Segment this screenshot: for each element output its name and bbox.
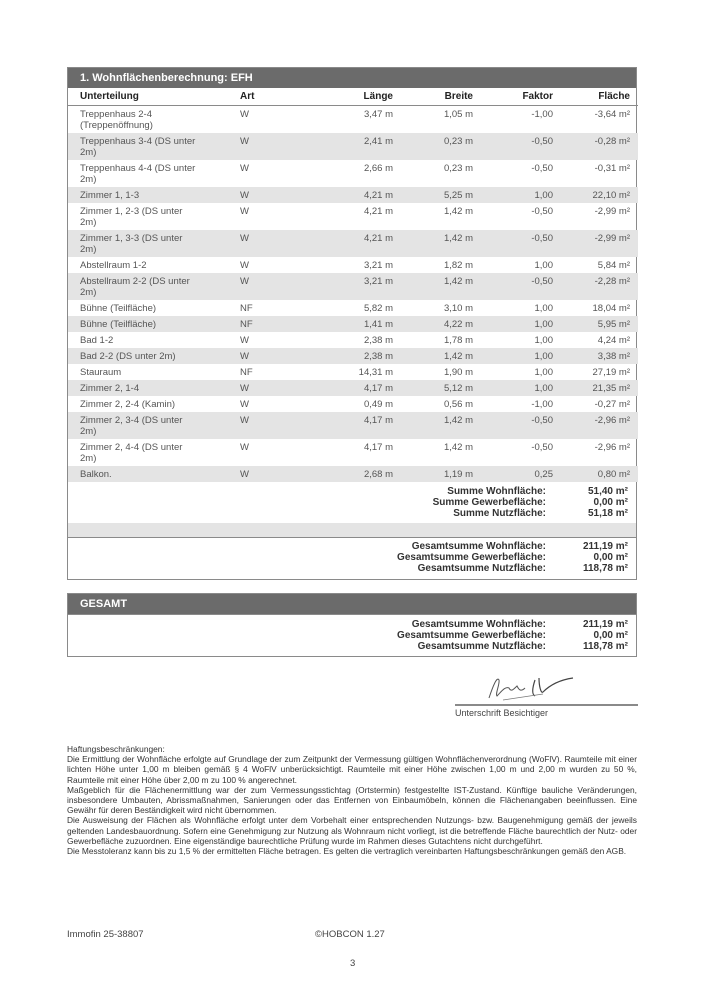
table-row [68,396,638,412]
gesamt-title: GESAMT [68,594,636,614]
cell-flaeche: -2,99 m² [594,206,630,217]
cell-name: Treppenhaus 4-4 (DS unter 2m) [80,163,196,185]
cell-name: Abstellraum 2-2 (DS unter 2m) [68,273,236,300]
total-value: 211,19 m² [582,619,628,630]
area-table [68,88,638,482]
total-label: Gesamtsumme Gewerbefläche: [397,552,546,563]
cell-breite: 1,90 m [443,367,473,378]
cell-faktor: 1,00 [534,303,553,314]
cell-laenge: 1,41 m [316,316,401,332]
cell-breite: 4,22 m [401,316,481,332]
total-label: Gesamtsumme Wohnfläche: [411,541,546,552]
cell-faktor: -0,50 [481,230,561,257]
table-body [68,106,638,483]
total-row [68,541,628,552]
disclaimer-paragraph: Die Ermittlung der Wohnfläche erfolgte auf Grundlage der zum Zeitpunkt der Vermessung gültigen Wohnflächenverordnung (WoFlV). Raumteile mit einer lichten Höhe unter 1,00 m bleiben gemäß § 4 WoFlV unberücksichtigt. Raumteile mit einer Höhe zwischen 1,00 m und 2,00 m wurden zu 50 %, Raumteile mit einer Höhe über 2,00 m zu 100 % angerechnet. [67,754,637,785]
table-row [68,300,638,316]
cell-flaeche: 3,38 m² [561,348,638,364]
section-sums [68,482,636,523]
cell-name: Bad 1-2 [80,335,114,346]
cell-name: Bühne (Teilfläche) [68,316,236,332]
cell-name: Zimmer 2, 1-4 [68,380,236,396]
disclaimer-title: Haftungsbeschränkungen: [67,744,165,754]
col-header-flaeche: Fläche [561,88,638,106]
sum-value: 0,00 m² [593,497,628,508]
table-row [68,332,638,348]
total-label: Gesamtsumme Wohnfläche: [411,619,546,630]
table-row [68,380,638,396]
gesamt-totals [68,614,636,656]
cell-faktor: 0,25 [481,466,561,482]
total-label: Gesamtsumme Gewerbefläche: [397,630,546,641]
cell-name: Zimmer 2, 2-4 (Kamin) [80,399,176,410]
total-row [68,641,628,652]
page-number: 3 [350,958,356,969]
cell-art: W [236,273,316,300]
cell-breite: 1,42 m [443,206,473,217]
cell-art: W [240,335,249,346]
cell-name: Zimmer 1, 3-3 (DS unter 2m) [68,230,236,257]
cell-art: NF [236,316,316,332]
col-header-art: Art [236,88,316,106]
total-value: 118,78 m² [582,641,628,652]
cell-breite: 1,19 m [401,466,481,482]
cell-laenge: 5,82 m [363,303,393,314]
cell-art: W [240,109,249,120]
section-title: 1. Wohnflächenberechnung: EFH [68,68,636,88]
cell-breite: 0,23 m [401,133,481,160]
cell-breite: 1,42 m [401,348,481,364]
table-row [68,439,638,466]
cell-faktor: 1,00 [481,380,561,396]
total-row [68,619,628,630]
table-row [68,257,638,273]
sum-value: 51,18 m² [587,508,628,519]
cell-breite: 0,56 m [443,399,473,410]
cell-laenge: 4,21 m [316,187,401,203]
table-row [68,348,638,364]
cell-laenge: 4,21 m [316,230,401,257]
cell-laenge: 0,49 m [363,399,393,410]
cell-flaeche: -2,28 m² [561,273,638,300]
cell-laenge: 4,17 m [363,442,393,453]
table-row [68,133,638,160]
cell-faktor: 1,00 [534,260,553,271]
cell-name: Zimmer 2, 4-4 (DS unter 2m) [80,442,183,464]
cell-faktor: 1,00 [481,348,561,364]
cell-name: Zimmer 1, 2-3 (DS unter 2m) [80,206,183,228]
cell-breite: 3,10 m [443,303,473,314]
sum-label: Summe Wohnfläche: [447,486,546,497]
cell-faktor: 1,00 [534,335,553,346]
cell-flaeche: 27,19 m² [592,367,630,378]
cell-art: NF [240,303,253,314]
cell-laenge: 3,21 m [363,260,393,271]
cell-flaeche: -0,28 m² [561,133,638,160]
signature-block [455,672,638,718]
total-row [68,563,628,574]
table-row [68,160,638,187]
table-row [68,273,638,300]
table-header-row [68,88,638,106]
cell-name: Zimmer 2, 3-4 (DS unter 2m) [68,412,236,439]
total-value: 211,19 m² [582,541,628,552]
cell-faktor: -0,50 [481,133,561,160]
cell-laenge: 4,21 m [363,206,393,217]
cell-flaeche: 21,35 m² [561,380,638,396]
sum-row [68,497,628,508]
liability-disclaimer [67,744,637,856]
cell-laenge: 4,17 m [316,380,401,396]
cell-flaeche: 22,10 m² [561,187,638,203]
signature-icon [483,672,593,702]
cell-art: W [236,380,316,396]
cell-breite: 5,25 m [401,187,481,203]
cell-art: W [240,260,249,271]
cell-flaeche: -2,96 m² [561,412,638,439]
cell-flaeche: 0,80 m² [561,466,638,482]
cell-breite: 1,82 m [443,260,473,271]
cell-faktor: 1,00 [481,316,561,332]
cell-name: Treppenhaus 2-4 (Treppenöffnung) [80,109,153,131]
cell-faktor: -0,50 [481,412,561,439]
cell-flaeche: -2,96 m² [594,442,630,453]
col-header-laenge: Länge [316,88,401,106]
total-label: Gesamtsumme Nutzfläche: [417,563,546,574]
total-row [68,552,628,563]
table-row [68,364,638,380]
section-totals [68,538,636,579]
cell-art: W [240,399,249,410]
cell-laenge: 2,66 m [363,163,393,174]
cell-name: Bühne (Teilfläche) [80,303,157,314]
total-label: Gesamtsumme Nutzfläche: [417,641,546,652]
disclaimer-paragraph: Maßgeblich für die Flächenermittlung war der zum Vermessungsstichtag (Ortstermin) festgestellte IST-Zustand. Künftige bauliche Veränderungen, insbesondere Umbauten, Abrissmaßnahmen, Sanierungen oder das Entfernen von Einbaumöbeln, können die Flächenangaben beeinflussen. Eine Gewähr für deren Beständigkeit wird nicht übernommen. [67,784,637,816]
cell-faktor: -0,50 [531,442,553,453]
cell-breite: 1,42 m [401,230,481,257]
cell-flaeche: 18,04 m² [592,303,630,314]
cell-faktor: 1,00 [481,187,561,203]
sum-value: 51,40 m² [587,486,628,497]
table-row [68,316,638,332]
table-row [68,203,638,230]
cell-art: NF [240,367,253,378]
cell-art: W [236,230,316,257]
cell-name: Bad 2-2 (DS unter 2m) [68,348,236,364]
cell-name: Treppenhaus 3-4 (DS unter 2m) [68,133,236,160]
cell-breite: 1,78 m [443,335,473,346]
footer-copyright: ©HOBCON 1.27 [315,929,385,940]
cell-art: W [236,133,316,160]
cell-faktor: -0,50 [481,273,561,300]
cell-laenge: 2,38 m [316,348,401,364]
cell-laenge: 4,17 m [316,412,401,439]
cell-breite: 1,42 m [401,412,481,439]
cell-flaeche: -3,64 m² [594,109,630,120]
cell-breite: 0,23 m [443,163,473,174]
cell-breite: 1,42 m [401,273,481,300]
cell-laenge: 3,21 m [316,273,401,300]
disclaimer-paragraph: Die Messtoleranz kann bis zu 1,5 % der ermittelten Fläche betragen. Es gelten die vertraglich vereinbarten Haftungsbeschränkungen gemäß den AGB. [67,846,627,857]
cell-faktor: -1,00 [531,109,553,120]
cell-art: W [240,442,249,453]
col-header-breite: Breite [401,88,481,106]
signature-label: Unterschrift Besichtiger [455,708,549,718]
total-value: 0,00 m² [593,552,628,563]
area-calculation-section [67,67,637,580]
table-row [68,230,638,257]
cell-art: W [240,163,249,174]
cell-flaeche: -0,27 m² [594,399,630,410]
col-header-faktor: Faktor [481,88,561,106]
cell-art: W [240,206,249,217]
cell-flaeche: 5,84 m² [597,260,630,271]
cell-laenge: 14,31 m [358,367,393,378]
cell-name: Stauraum [80,367,122,378]
cell-art: W [236,187,316,203]
cell-flaeche: 4,24 m² [597,335,630,346]
cell-breite: 1,05 m [443,109,473,120]
total-value: 118,78 m² [582,563,628,574]
total-row [68,630,628,641]
table-row [68,466,638,482]
sum-row [68,486,628,497]
cell-art: W [236,412,316,439]
sum-label: Summe Gewerbefläche: [432,497,546,508]
cell-art: W [236,348,316,364]
cell-laenge: 3,47 m [363,109,393,120]
cell-faktor: 1,00 [534,367,553,378]
cell-breite: 1,42 m [443,442,473,453]
cell-laenge: 2,68 m [316,466,401,482]
separator-bar [68,523,636,538]
cell-faktor: -1,00 [531,399,553,410]
total-value: 0,00 m² [593,630,628,641]
cell-faktor: -0,50 [531,206,553,217]
table-row [68,187,638,203]
table-row [68,412,638,439]
cell-flaeche: -0,31 m² [594,163,630,174]
cell-laenge: 2,38 m [363,335,393,346]
col-header-unterteilung: Unterteilung [68,88,236,106]
footer-reference: Immofin 25-38807 [67,929,144,940]
cell-name: Abstellraum 1-2 [80,260,147,271]
cell-flaeche: -2,99 m² [561,230,638,257]
table-row [68,106,638,134]
sum-row [68,508,628,519]
gesamt-section [67,593,637,657]
cell-faktor: -0,50 [531,163,553,174]
disclaimer-paragraph: Die Ausweisung der Flächen als Wohnfläche erfolgt unter dem Vorbehalt einer entsprechenden Nutzungs- bzw. Baugenehmigung gemäß der jeweils geltenden Landesbauordnung. Sofern eine Genehmigung zur Nutzung als Wohnraum nicht vorliegt, ist die betreffende Fläche baurechtlich der Nutz- oder Gewerbefläche zuzuordnen. Eine eigenständige baurechtliche Prüfung wurde im Rahmen dieses Gutachtens nicht durchgeführt. [67,815,637,846]
cell-breite: 5,12 m [401,380,481,396]
cell-name: Balkon. [68,466,236,482]
cell-name: Zimmer 1, 1-3 [68,187,236,203]
signature-line [455,704,638,706]
sum-label: Summe Nutzfläche: [453,508,546,519]
cell-laenge: 2,41 m [316,133,401,160]
cell-flaeche: 5,95 m² [561,316,638,332]
cell-art: W [236,466,316,482]
